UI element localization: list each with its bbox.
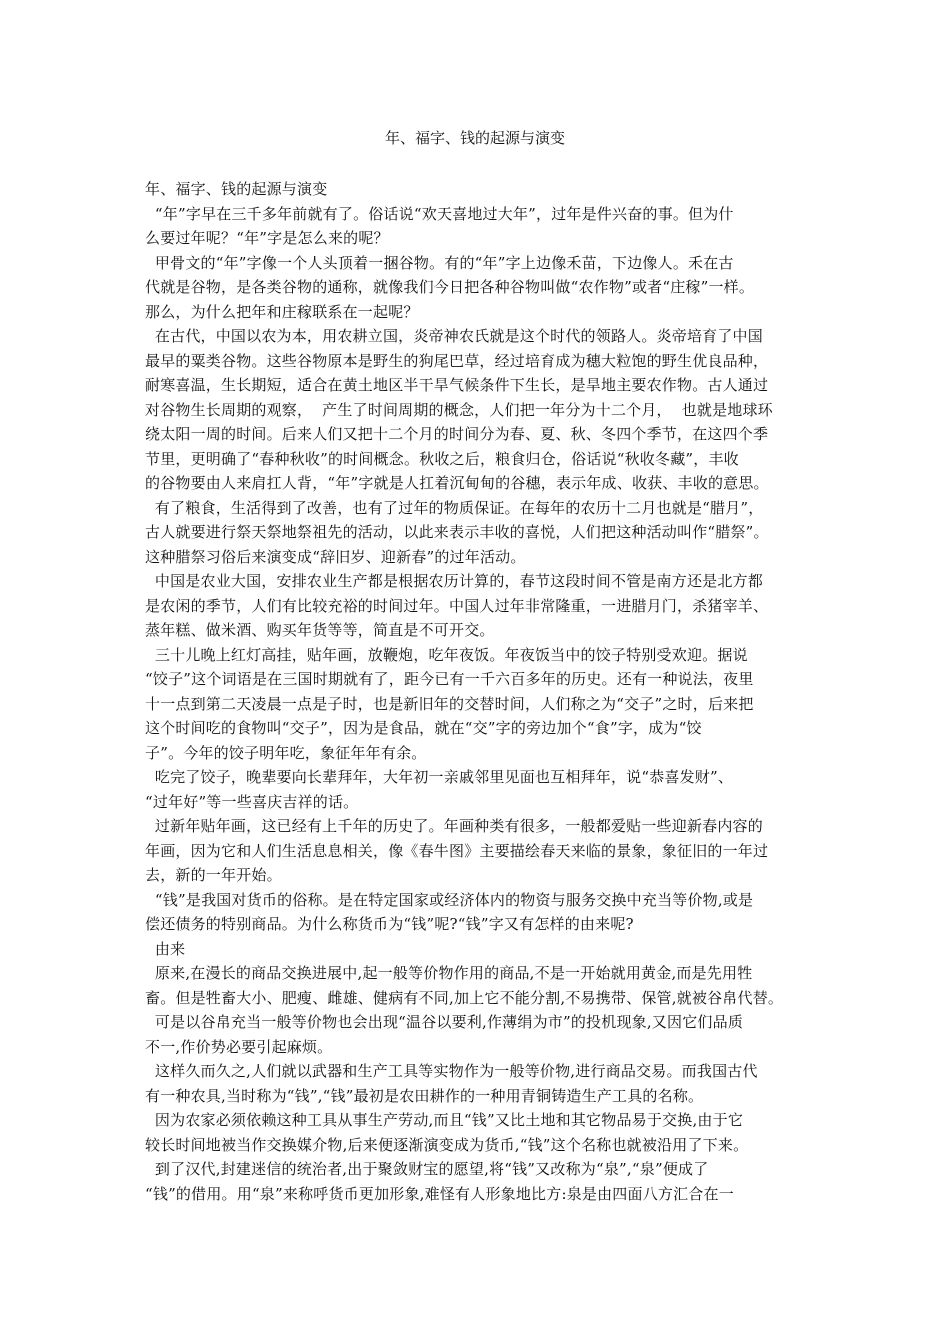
body-text-line: 古人就要进行祭天祭地祭祖先的活动，以此来表示丰收的喜悦，人们把这种活动叫作“腊祭”。 bbox=[145, 523, 769, 541]
body-text-line: 最早的粟类谷物。这些谷物原本是野生的狗尾巴草，经过培育成为穗大粒饱的野生优良品种， bbox=[145, 351, 769, 370]
body-text-line: 可是以谷帛充当一般等价物也会出现“温谷以要利,作薄绢为市”的投机现象,又因它们品质 bbox=[145, 1013, 744, 1031]
body-text-line: 有一种农具,当时称为“钱”,“钱”最初是农田耕作的一种用青铜铸造生产工具的名称。 bbox=[145, 1086, 704, 1105]
body-text-line: 代就是谷物，是各类谷物的通称，就像我们今日把各种谷物叫做“农作物”或者“庄稼”一样。 bbox=[145, 278, 755, 296]
body-text-line: 畜。但是牲畜大小、肥瘦、雌雄、健病有不同,加上它不能分割,不易携带、保管,就被谷帛代替。 bbox=[145, 988, 784, 1007]
body-text-line: 吃完了饺子，晚辈要向长辈拜年，大年初一亲戚邻里见面也互相拜年，说“恭喜发财”、 bbox=[145, 768, 734, 786]
body-text-line: 原来,在漫长的商品交换进展中,起一般等价物作用的商品,不是一开始就用黄金,而是先用牲 bbox=[145, 964, 753, 982]
body-text-line: 年画，因为它和人们生活息息相关，像《春牛图》主要描绘春天来临的景象，象征旧的一年过 bbox=[145, 841, 769, 860]
body-text-line: 三十儿晚上红灯高挂，贴年画，放鞭炮，吃年夜饭。年夜饭当中的饺子特别受欢迎。据说 bbox=[145, 645, 748, 664]
body-text-line: 子”。今年的饺子明年吃，象征年年有余。 bbox=[145, 743, 427, 762]
body-text-line: 对谷物生长周期的观察， 产生了时间周期的概念，人们把一年分为十二个月， 也就是地球环 bbox=[145, 400, 773, 419]
document-body bbox=[145, 177, 810, 1206]
body-text-line: 较长时间地被当作交换媒介物,后来便逐渐演变成为货币,“钱”这个名称也就被沿用了下来。 bbox=[145, 1135, 749, 1154]
body-text-line: 不一,作价势必要引起麻烦。 bbox=[145, 1037, 333, 1056]
body-text-line: 蒸年糕、做米酒、购买年货等等，简直是不可开交。 bbox=[145, 621, 495, 639]
body-text-line: 偿还债务的特别商品。为什么称货币为“钱”呢?“钱”字又有怎样的由来呢? bbox=[145, 915, 634, 933]
body-text-line: 过新年贴年画，这已经有上千年的历史了。年画种类有很多，一般都爱贴一些迎新春内容的 bbox=[145, 817, 763, 835]
body-text-line: “过年好”等一些喜庆吉祥的话。 bbox=[145, 792, 359, 811]
document-title: 年、福字、钱的起源与演变 bbox=[384, 129, 565, 147]
body-text-line: 中国是农业大国，安排农业生产都是根据农历计算的，春节这段时间不管是南方还是北方都 bbox=[145, 572, 763, 590]
body-text-line: 在古代，中国以农为本，用农耕立国，炎帝神农氏就是这个时代的领路人。炎帝培育了中国 bbox=[145, 327, 763, 345]
body-text-line: 甲骨文的“年”字像一个人头顶着一捆谷物。有的“年”字上边像禾苗，下边像人。禾在古 bbox=[145, 253, 734, 272]
body-text-line: 到了汉代,封建迷信的统治者,出于聚敛财宝的愿望,将“钱”又改称为“泉”,“泉”便成了 bbox=[145, 1160, 709, 1178]
body-text-line: 节里，更明确了“春种秋收”的时间概念。秋收之后，粮食归仓，俗话说“秋收冬藏”，丰收 bbox=[145, 449, 739, 468]
body-text-line: “饺子”这个词语是在三国时期就有了，距今已有一千六百多年的历史。还有一种说法，夜里 bbox=[145, 670, 754, 688]
body-text-line: 的谷物要由人来肩扛人背，“年”字就是人扛着沉甸甸的谷穗，表示年成、收获、丰收的意思。 bbox=[145, 474, 769, 492]
body-text-line: 去，新的一年开始。 bbox=[145, 866, 282, 884]
body-text-line: 耐寒喜温，生长期短，适合在黄土地区半干旱气候条件下生长，是旱地主要农作物。古人通过 bbox=[145, 376, 769, 394]
body-text-line: 由来 bbox=[145, 939, 186, 958]
body-text-line: 绕太阳一周的时间。后来人们又把十二个月的时间分为春、夏、秋、冬四个季节，在这四个季 bbox=[145, 425, 769, 443]
body-text-line: “钱”的借用。用“泉”来称呼货币更加形象,难怪有人形象地比方:泉是由四面八方汇合在一 bbox=[145, 1184, 734, 1203]
body-text-line: 是农闲的季节，人们有比较充裕的时间过年。中国人过年非常隆重，一进腊月门，杀猪宰羊、 bbox=[145, 596, 769, 615]
body-text-line: “钱”是我国对货币的俗称。是在特定国家或经济体内的物资与服务交换中充当等价物,或是 bbox=[145, 890, 754, 909]
body-text-line: “年”字早在三千多年前就有了。俗话说“欢天喜地过大年”，过年是件兴奋的事。但为什 bbox=[145, 204, 734, 223]
body-text-line: 这种腊祭习俗后来演变成“辞旧岁、迎新春”的过年活动。 bbox=[145, 547, 526, 566]
body-text-line: 十一点到第二天凌晨一点是子时，也是新旧年的交替时间，人们称之为“交子”之时，后来把 bbox=[145, 694, 754, 713]
body-text-line: 么要过年呢？“年”字是怎么来的呢？ bbox=[145, 229, 389, 247]
body-text-line: 这样久而久之,人们就以武器和生产工具等实物作为一般等价物,进行商品交易。而我国古代 bbox=[145, 1062, 758, 1080]
body-text-line: 年、福字、钱的起源与演变 bbox=[145, 180, 328, 198]
body-text-line: 因为农家必须依赖这种工具从事生产劳动,而且“钱”又比土地和其它物品易于交换,由于它 bbox=[145, 1111, 744, 1129]
body-text-line: 那么，为什么把年和庄稼联系在一起呢？ bbox=[145, 302, 419, 321]
body-text-line: 有了粮食，生活得到了改善，也有了过年的物质保证。在每年的农历十二月也就是“腊月”， bbox=[145, 498, 764, 517]
body-text-line: 这个时间吃的食物叫“交子”，因为是食品，就在“交”字的旁边加个“食”字，成为“饺 bbox=[145, 719, 702, 737]
